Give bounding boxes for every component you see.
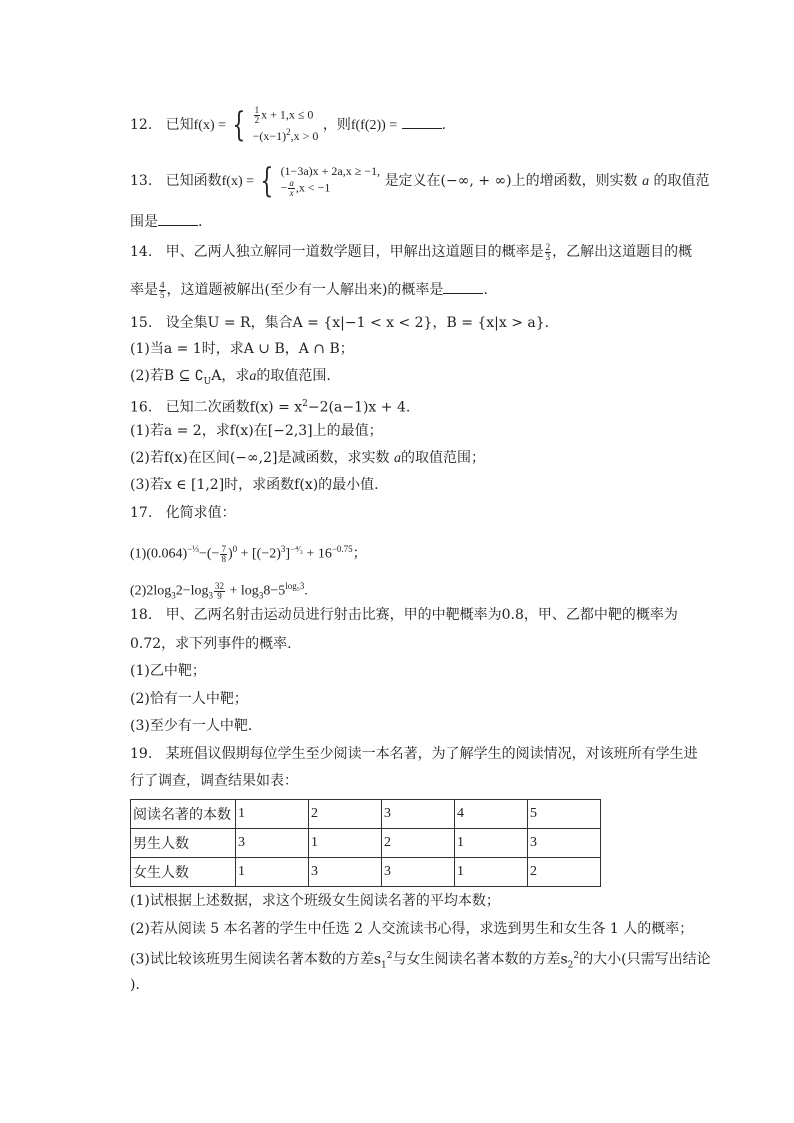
question-18-part2: (2)恰有一人中靶； [130, 691, 248, 707]
question-number: 17. [130, 505, 153, 521]
question-19-part3-end: ). [130, 977, 140, 993]
answer-blank [158, 213, 198, 226]
fraction: $\frac{2}{3}$ [545, 241, 551, 262]
question-number: 16. [130, 399, 153, 416]
question-17: 17. 化简求值： [130, 505, 236, 521]
question-13: 13. 已知函数f(x) = { (1−3a)x + 2a,x ≥ −1, − $\frac{a}{x}$ ,x < −1 是定义在(−∞, + ∞)上的增函数，则实数 a 的取值范 [130, 161, 710, 201]
question-18-line2: 0.72，求下列事件的概率. [130, 636, 292, 652]
piecewise-cases: (1−3a)x + 2a,x ≥ −1, − $\frac{a}{x}$ ,x < −1 [280, 164, 381, 198]
question-15: 15. 设全集U = R，集合A = {x|−1 < x < 2}，B = {x|x > a}. [130, 315, 550, 331]
question-17-part2: $(2)2\log_32-\log_3$ $\frac{32}{9}$ + $\log_38-5^{log_53}$. [130, 580, 308, 601]
question-16-part1: (1)若a = 2，求f(x)在[−2,3]上的最值； [130, 423, 383, 439]
table-row: 男生人数 3 1 2 1 3 [131, 829, 601, 858]
question-number: 14. [130, 244, 153, 260]
question-12: 12. 已知f(x) = { $\frac{1}{2}$ x + 1,x ≤ 0 $-(x-1)^2,x > 0$ ，则f(f(2)) = . [130, 105, 447, 145]
question-18: 18. 甲、乙两名射击运动员进行射击比赛，甲的中靶概率为0.8，甲、乙都中靶的概率为 [130, 607, 678, 623]
question-14-line2: 率是 $\frac{4}{5}$ ，这道题被解出(至少有一人解出来)的概率是 . [130, 279, 488, 300]
question-16: 16. 已知二次函数$f(x) = x^2-2(a-1)x + 4$. [130, 399, 411, 416]
question-16-part2: (2)若f(x)在区间(−∞,2]是减函数，求实数 a的取值范围； [130, 450, 485, 466]
question-19-part2: (2)若从阅读 5 本名著的学生中任选 2 人交流读书心得，求选到男生和女生各 1 人的概率； [130, 921, 694, 937]
question-15-part1: (1)当a = 1时，求A ∪ B，A ∩ B； [130, 341, 354, 357]
reading-survey-table [130, 799, 601, 887]
question-number: 18. [130, 607, 153, 623]
piecewise-cases: $\frac{1}{2}$ x + 1,x ≤ 0 $-(x-1)^2,x > 0$ [252, 105, 319, 143]
question-16-part3: (3)若x ∈ [1,2]时，求函数f(x)的最小值. [130, 477, 379, 493]
table-row: 女生人数 1 3 3 1 2 [131, 858, 601, 887]
question-19-part1: (1)试根据上述数据，求这个班级女生阅读名著的平均本数； [130, 893, 500, 909]
question-number: 12. [130, 117, 153, 133]
question-19-line2: 行了调查，调查结果如表： [130, 773, 298, 789]
question-14: 14. 甲、乙两人独立解同一道数学题目，甲解出这道题目的概率是 $\frac{2}{3}$ ，乙解出这道题目的概 [130, 241, 693, 262]
question-15-part2: (2)若B ⊆ $∁_UA$，求a的取值范围. [130, 368, 331, 387]
question-18-part3: (3)至少有一人中靶. [130, 718, 253, 734]
question-19-part3: (3)试比较该班男生阅读名著本数的方差$s_1^2$与女生阅读名著本数的方差$s_2^2$的大小(只需写出结论 [130, 951, 711, 971]
question-number: 15. [130, 315, 153, 331]
answer-blank [443, 281, 483, 294]
question-19: 19. 某班倡议假期每位学生至少阅读一本名著，为了解学生的阅读情况，对该班所有学生进 [130, 746, 698, 762]
question-number: 19. [130, 746, 153, 762]
question-18-part1: (1)乙中靶； [130, 663, 206, 679]
left-brace-icon: { [232, 105, 246, 145]
question-13-line2: 围是 . [130, 214, 203, 230]
fraction: $\frac{4}{5}$ [160, 279, 165, 300]
question-number: 13. [130, 173, 153, 189]
question-17-part1: $(1)(0.064)^{-\frac{1}{3}}-(-$ $\frac{7}{8}$ )$^0 + [(-2)^3]^{-^4⁄_3} + 16^{-0.75}$； [130, 543, 367, 564]
left-brace-icon: { [260, 161, 274, 201]
table-row: 阅读名著的本数 1 2 3 4 5 [131, 800, 601, 829]
answer-blank [402, 116, 442, 129]
